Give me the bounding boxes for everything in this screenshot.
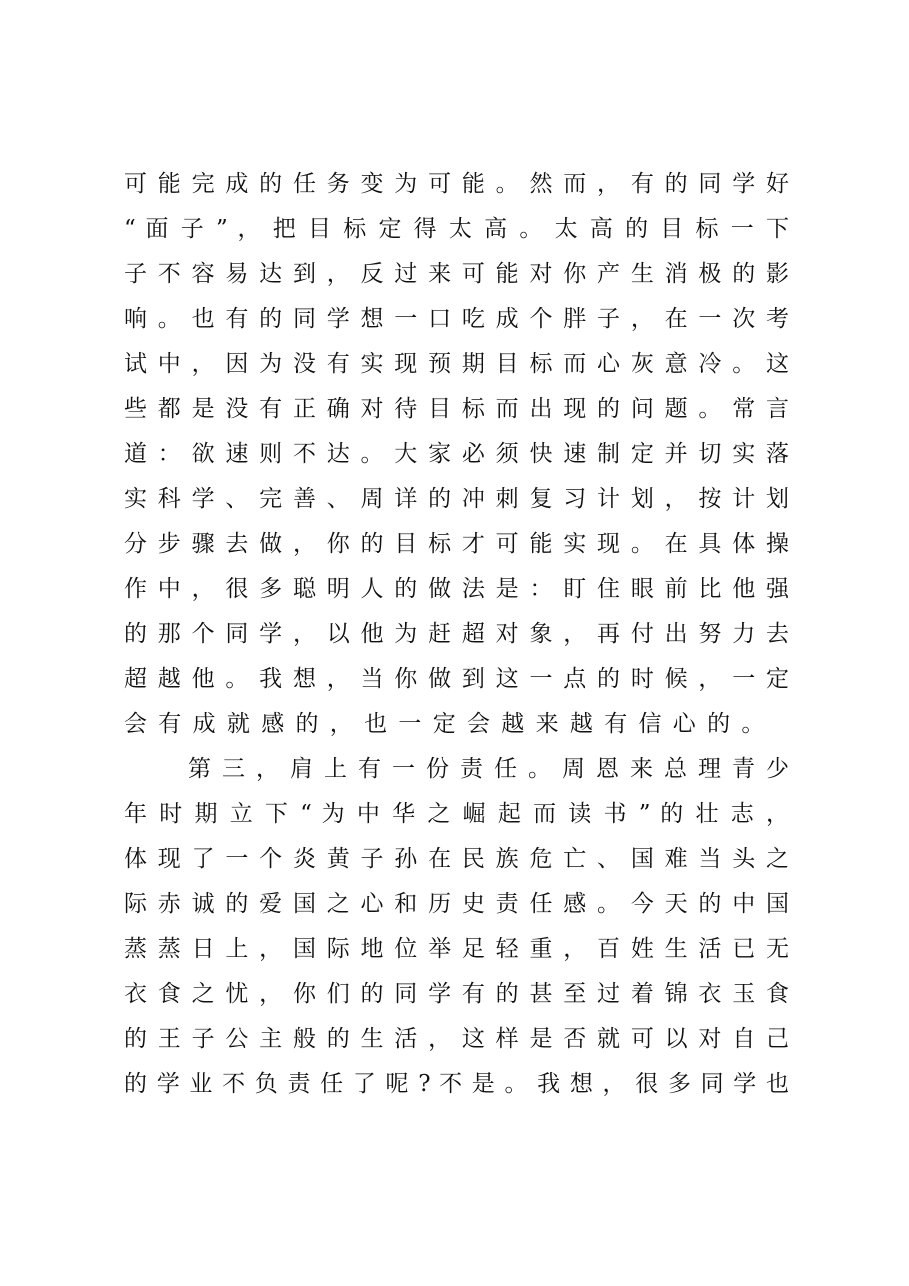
text-line: 体 现 了 一 个 炎 黄 子 孙 在 民 族 危 亡 、 国 难 当 头 之 — [124, 846, 789, 872]
paragraph-end-line: 会有成就感的，也一定会越来越有信心的。 — [124, 711, 776, 737]
text-line: 的 那 个 同 学 ， 以 他 为 赶 超 对 象 ， 再 付 出 努 力 去 — [124, 621, 789, 647]
text-line: 分 步 骤 去 做 ， 你 的 目 标 才 可 能 实 现 。 在 具 体 操 — [124, 531, 789, 557]
text-line: 试 中 ， 因 为 没 有 实 现 预 期 目 标 而 心 灰 意 冷 。 这 — [124, 351, 789, 377]
body-text — [124, 162, 789, 1107]
text-line: 蒸 蒸 日 上 ， 国 际 地 位 举 足 轻 重 ， 百 姓 生 活 已 无 — [124, 936, 789, 962]
text-line: “ 面 子 ” ， 把 目 标 定 得 太 高 。 太 高 的 目 标 一 下 — [124, 216, 789, 242]
text-line: 些 都 是 没 有 正 确 对 待 目 标 而 出 现 的 问 题 。 常 言 — [124, 396, 789, 422]
text-line: 实 科 学 、 完 善 、 周 详 的 冲 刺 复 习 计 划 ， 按 计 划 — [124, 486, 789, 512]
text-line: 道 ： 欲 速 则 不 达 。 大 家 必 须 快 速 制 定 并 切 实 落 — [124, 441, 789, 467]
text-line: 子 不 容 易 达 到 ， 反 过 来 可 能 对 你 产 生 消 极 的 影 — [124, 261, 789, 287]
paragraph-first-line: 第 三 ， 肩 上 有 一 份 责 任 。 周 恩 来 总 理 青 少 — [188, 756, 789, 782]
text-line: 衣 食 之 忧 ， 你 们 的 同 学 有 的 甚 至 过 着 锦 衣 玉 食 — [124, 981, 789, 1007]
text-line: 际 赤 诚 的 爱 国 之 心 和 历 史 责 任 感 。 今 天 的 中 国 — [124, 891, 789, 917]
text-line: 作 中 ， 很 多 聪 明 人 的 做 法 是 ： 盯 住 眼 前 比 他 强 — [124, 576, 789, 602]
text-line: 可 能 完 成 的 任 务 变 为 可 能 。 然 而 ， 有 的 同 学 好 — [124, 171, 789, 197]
text-line: 的 学 业 不 负 责 任 了 呢 ? 不 是 。 我 想 ， 很 多 同 学 也 — [124, 1071, 789, 1097]
text-line: 年 时 期 立 下 “ 为 中 华 之 崛 起 而 读 书 ” 的 壮 志 ， — [124, 801, 789, 827]
text-line: 响 。 也 有 的 同 学 想 一 口 吃 成 个 胖 子 ， 在 一 次 考 — [124, 306, 789, 332]
text-line: 的 王 子 公 主 般 的 生 活 ， 这 样 是 否 就 可 以 对 自 己 — [124, 1026, 789, 1052]
text-line: 超 越 他 。 我 想 ， 当 你 做 到 这 一 点 的 时 候 ， 一 定 — [124, 666, 789, 692]
